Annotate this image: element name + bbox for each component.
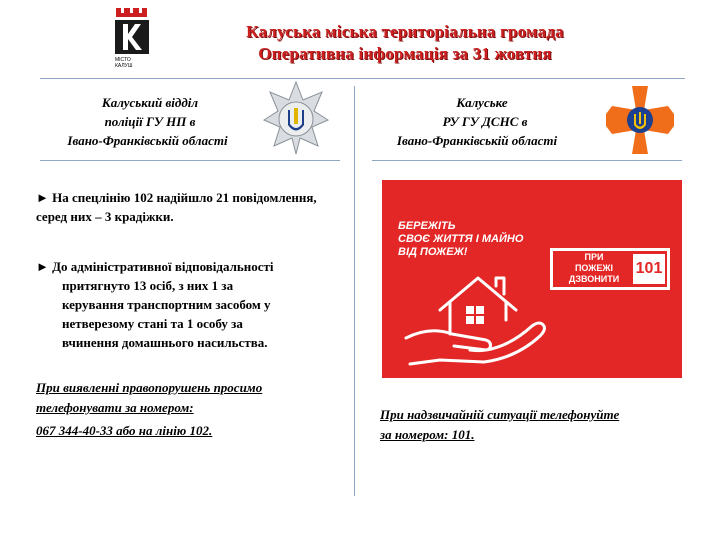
rescue-header-divider [372,160,682,161]
police-contact-line1: При виявленні правопорушень просимо [36,380,263,395]
header-divider [40,78,685,79]
police-contact-line2: телефонувати за номером: [36,400,194,415]
rescue-org-line2: РУ ГУ ДСНС в [442,114,528,129]
poster-text-line3: ВІД ПОЖЕЖ! [398,246,468,258]
call-box [550,248,670,290]
police-report-line3: керування транспортним засобом у [62,297,271,312]
police-report-line4: нетверезому стані та 1 особу за [62,316,243,331]
dsns-emblem-icon [604,84,676,156]
poster-text-line2: СВОЄ ЖИТТЯ І МАЙНО [398,233,524,245]
poster-text-line1: БЕРЕЖІТЬ [398,220,456,232]
page-subtitle: Оперативна інформація за 31 жовтня [258,44,552,63]
call-box-line1: ПРИ [584,252,604,262]
logo-caption: МІСТО КАЛУШ [115,57,133,69]
police-org-line1: Калуський відділ [101,95,199,110]
house-in-hand-icon [400,250,550,370]
police-report-line1: ► До адміністративної відповідальності [36,259,274,274]
page-title: Калуська міська територіальна громада [246,22,564,41]
police-report-calls: ► На спецлінію 102 надійшло 21 повідомлення, серед них – 3 крадіжки. [36,190,317,224]
police-org-line2: поліції ГУ НП в [104,114,196,129]
rescue-org-line3: Івано-Франківській області [396,133,558,148]
rescue-org-line1: Калуське [456,95,508,110]
police-report-line5: вчинення домашнього насильства. [62,335,268,350]
police-phone-link[interactable]: 067 344-40-33 або на лінію 102. [36,423,213,438]
call-box-line2: ПОЖЕЖІ [574,263,614,273]
police-header-divider [40,160,340,161]
kalush-logo-icon [112,8,152,70]
police-emblem-icon [262,80,330,156]
police-report-line2: притягнуто 13 осіб, з них 1 за [62,278,234,293]
rescue-phone-link[interactable]: за номером: 101. [380,427,475,442]
column-divider [354,86,355,496]
fire-safety-poster [382,180,682,378]
emergency-number-badge: 101 [633,254,665,284]
call-box-line3: ДЗВОНИТИ [568,274,620,284]
police-org-line3: Івано-Франківській області [67,133,228,148]
rescue-contact-line1: При надзвичайній ситуації телефонуйте [380,407,620,422]
